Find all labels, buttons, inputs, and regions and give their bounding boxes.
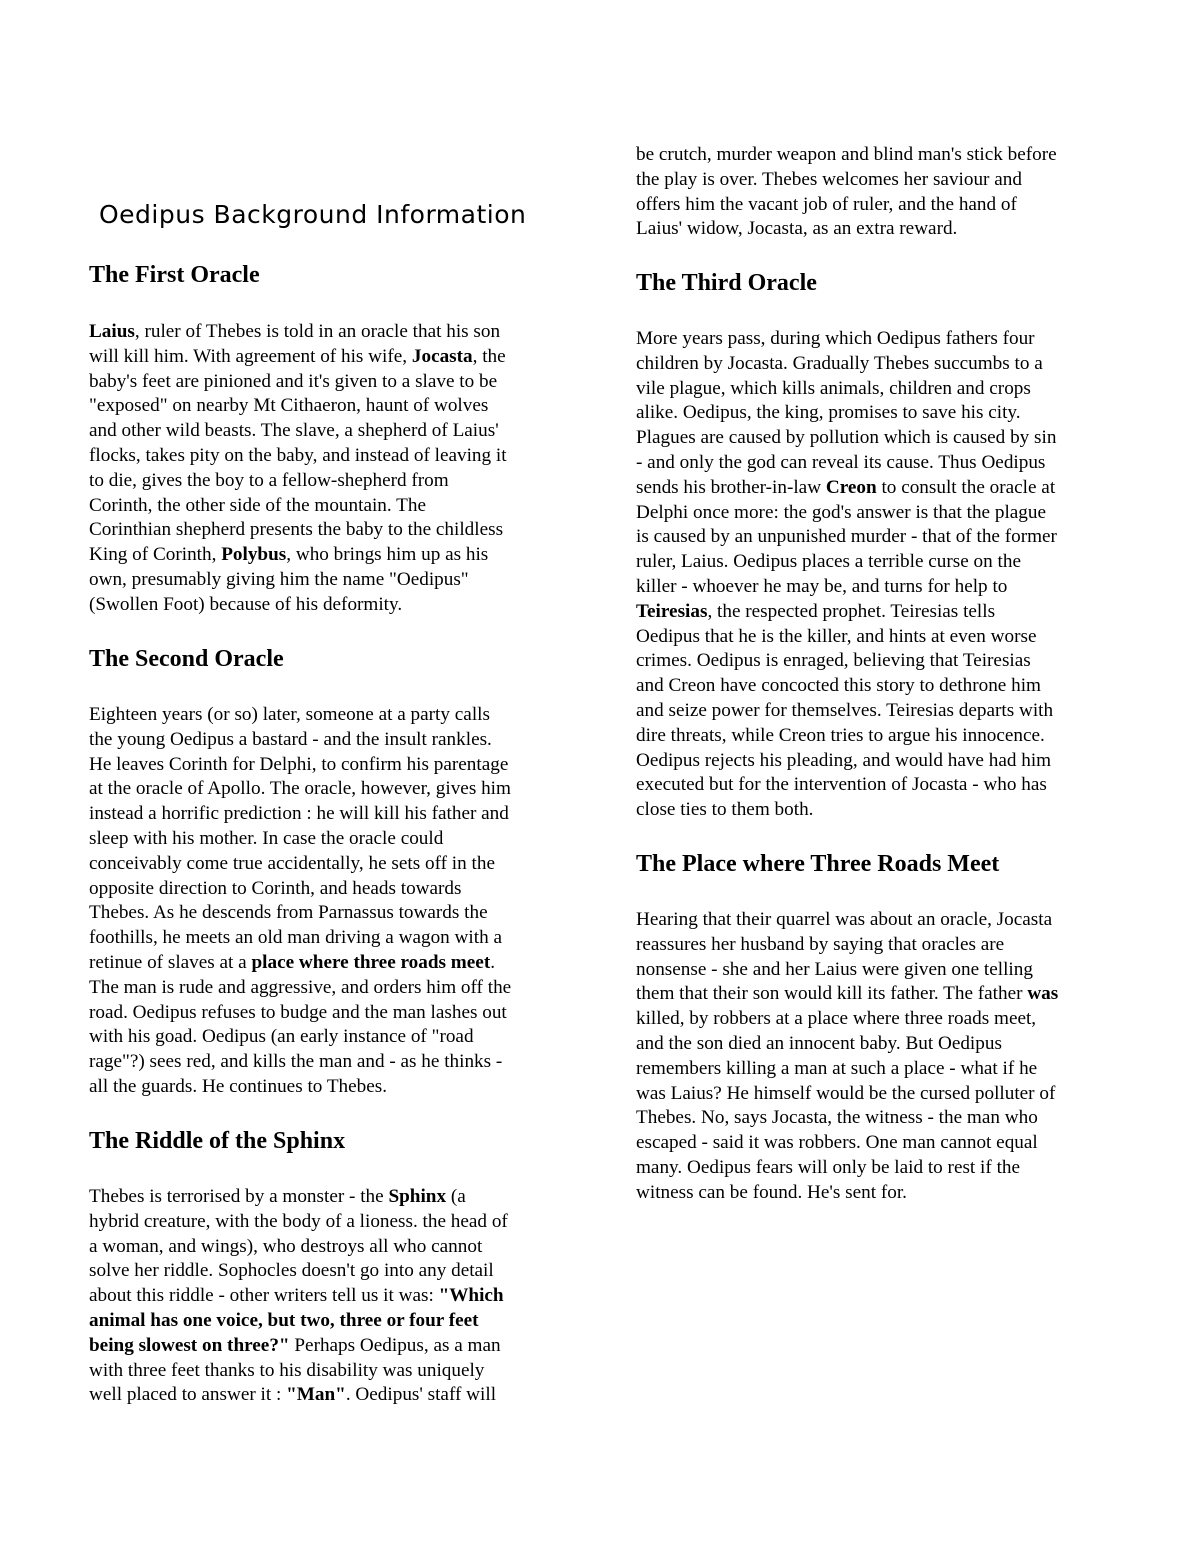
text-line [636,352,1114,377]
text-line [636,798,1114,823]
text-line [89,1025,567,1050]
bold-text: Polybus [221,544,287,566]
text-line [636,143,1114,168]
text-line [636,724,1114,749]
line-text: Eighteen years (or so) later, someone at a party calls [89,704,490,725]
line-text: rage"?) sees red, and kills the man and - as he thinks - [89,1051,503,1073]
text-line [89,827,567,852]
line-text: . Oedipus' staff will [345,1384,497,1406]
text-line [89,1284,567,1309]
text-line [89,1235,567,1260]
text-line [89,394,567,419]
text-line [89,703,567,728]
line-text: Oedipus rejects his pleading, and would have had him [636,749,1052,771]
line-text: nonsense - she and her Laius were given one telling [636,958,1033,980]
text-line [636,933,1114,958]
line-text: vile plague, which kills animals, children and crops [636,377,1031,399]
line-text: Hearing that their quarrel was about an oracle, Jocasta [636,909,1053,930]
text-line [89,976,567,1001]
line-text: them that their son would kill its father. The father [636,983,1028,1005]
text-line [89,1259,567,1284]
text-line [636,699,1114,724]
bold-text: "Man" [286,1384,346,1406]
line-text: with his goad. Oedipus (an early instance of "road [89,1026,474,1048]
line-text: alike. Oedipus, the king, promises to save his city. [636,402,1021,424]
text-line [89,1334,567,1359]
text-line [636,476,1114,501]
text-line [636,600,1114,625]
line-text: . [490,951,496,973]
line-text: crimes. Oedipus is enraged, believing that Teiresias [636,650,1031,672]
line-text: own, presumably giving him the name "Oedipus" [89,568,469,590]
text-line [89,593,567,618]
text-line [636,1007,1114,1032]
paragraph-first-oracle [89,320,567,618]
text-line [636,773,1114,798]
text-line [636,327,1114,352]
line-text: Thebes. As he descends from Parnassus towards the [89,902,488,924]
text-line [89,345,567,370]
text-line [89,1075,567,1100]
text-line [636,193,1114,218]
line-text: , who brings him up as his [286,544,489,566]
text-line [89,901,567,926]
line-text: and the son died an innocent baby. But Oedipus [636,1032,1002,1054]
text-line [89,568,567,593]
text-line [89,1210,567,1235]
text-line [636,501,1114,526]
bold-text: Laius [89,321,135,342]
paragraph-sphinx-continued [636,143,1114,242]
text-line [636,1082,1114,1107]
text-line [636,217,1114,242]
document-title: Oedipus Background Information [99,200,527,229]
bold-text: Sphinx [388,1186,447,1207]
text-line [89,877,567,902]
line-text: Thebes. No, says Jocasta, the witness - the man who [636,1107,1038,1129]
line-text: Corinth, the other side of the mountain. The [89,494,426,516]
text-line [636,958,1114,983]
bold-text: "Which [438,1285,504,1307]
line-text: at the oracle of Apollo. The oracle, however, gives him [89,778,511,800]
line-text: hybrid creature, with the body of a lioness. the head of [89,1210,508,1232]
line-text: He leaves Corinth for Delphi, to confirm his parentage [89,753,509,775]
text-line [636,749,1114,774]
line-text: about this riddle - other writers tell us it was: [89,1285,439,1307]
text-line [636,525,1114,550]
line-text: remembers killing a man at such a place - what if he [636,1057,1038,1079]
text-line [89,370,567,395]
line-text: (Swollen Foot) because of his deformity. [89,593,403,615]
line-text: killed, by robbers at a place where three roads meet, [636,1008,1037,1030]
text-line [89,802,567,827]
text-line [636,982,1114,1007]
line-text: , the [472,345,506,367]
line-text: Laius' widow, Jocasta, as an extra reward. [636,218,958,240]
line-text: conceivably come true accidentally, he sets off in the [89,852,495,874]
line-text: the play is over. Thebes welcomes her saviour and [636,168,1022,190]
paragraph-riddle-sphinx [89,1185,567,1408]
text-line [636,168,1114,193]
bold-text: Jocasta [411,345,473,367]
line-text: the young Oedipus a bastard - and the insult rankles. [89,728,492,750]
line-text: to die, gives the boy to a fellow-shepherd from [89,469,449,491]
bold-text: place where three roads meet [251,951,491,973]
text-line [636,377,1114,402]
text-line [89,494,567,519]
text-line [89,1359,567,1384]
text-line [89,777,567,802]
bold-text: animal has one voice, but two, three or four feet [89,1309,479,1331]
line-text: children by Jocasta. Gradually Thebes succumbs to a [636,352,1043,374]
line-text: to consult the oracle at [876,476,1056,498]
line-text: will kill him. With agreement of his wife, [89,345,412,367]
line-text: Perhaps Oedipus, as a man [289,1334,501,1356]
text-line [89,518,567,543]
text-line [89,951,567,976]
line-text: is caused by an unpunished murder - that of the former [636,526,1057,548]
text-line [636,401,1114,426]
text-line [636,649,1114,674]
heading-first-oracle: The First Oracle [89,262,260,288]
text-line [636,575,1114,600]
heading-second-oracle: The Second Oracle [89,646,284,672]
line-text: solve her riddle. Sophocles doesn't go into any detail [89,1260,494,1282]
heading-third-oracle: The Third Oracle [636,270,817,296]
line-text: well placed to answer it : [89,1384,287,1406]
text-line [636,1181,1114,1206]
line-text: "exposed" on nearby Mt Cithaeron, haunt of wolves [89,395,489,417]
line-text: dire threats, while Creon tries to argue his innocence. [636,724,1045,746]
paragraph-second-oracle [89,703,567,1100]
line-text: a woman, and wings), who destroys all who cannot [89,1235,483,1257]
line-text: , ruler of Thebes is told in an oracle that his son [134,321,501,342]
text-line [89,753,567,778]
text-line [89,1001,567,1026]
text-line [636,625,1114,650]
line-text: witness can be found. He's sent for. [636,1181,907,1203]
line-text: all the guards. He continues to Thebes. [89,1075,388,1097]
text-line [636,1156,1114,1181]
line-text: with three feet thanks to his disability was uniquely [89,1359,485,1381]
text-line [89,852,567,877]
text-line [636,451,1114,476]
line-text: sleep with his mother. In case the oracle could [89,827,444,849]
line-text: baby's feet are pinioned and it's given to a slave to be [89,370,498,392]
line-text: be crutch, murder weapon and blind man's stick before [636,144,1057,165]
text-line [89,1383,567,1408]
text-line [636,1106,1114,1131]
text-line [89,320,567,345]
line-text: sends his brother-in-law [636,476,826,498]
text-line [636,1131,1114,1156]
line-text: offers him the vacant job of ruler, and the hand of [636,193,1017,215]
line-text: Oedipus that he is the killer, and hints at even worse [636,625,1037,647]
line-text: Delphi once more: the god's answer is that the plague [636,501,1047,523]
heading-riddle-sphinx: The Riddle of the Sphinx [89,1128,346,1154]
text-line [636,1057,1114,1082]
text-line [89,728,567,753]
line-text: retinue of slaves at a [89,951,252,973]
text-line [636,908,1114,933]
line-text: close ties to them both. [636,799,814,821]
text-line [636,550,1114,575]
text-line [89,926,567,951]
line-text: , the respected prophet. Teiresias tells [707,600,996,622]
line-text: opposite direction to Corinth, and heads towards [89,877,462,899]
text-line [89,419,567,444]
line-text: and other wild beasts. The slave, a shepherd of Laius' [89,420,499,442]
line-text: ruler, Laius. Oedipus places a terrible curse on the [636,551,1021,573]
line-text: was Laius? He himself would be the cursed polluter of [636,1082,1056,1104]
line-text: reassures her husband by saying that oracles are [636,933,1005,955]
bold-text: was [1027,983,1059,1005]
line-text: executed but for the intervention of Jocasta - who has [636,774,1047,796]
paragraph-three-roads [636,908,1114,1206]
line-text: More years pass, during which Oedipus fathers four [636,328,1035,349]
heading-three-roads: The Place where Three Roads Meet [636,851,1000,877]
line-text: Thebes is terrorised by a monster - the [89,1186,389,1207]
text-line [89,469,567,494]
text-line [89,1185,567,1210]
bold-text: Teiresias [636,600,708,622]
paragraph-third-oracle [636,327,1114,823]
text-line [89,444,567,469]
text-line [636,674,1114,699]
bold-text: being slowest on three?" [89,1334,290,1356]
line-text: Plagues are caused by pollution which is caused by sin [636,427,1057,449]
line-text: killer - whoever he may be, and turns for help to [636,575,1008,597]
text-line [636,1032,1114,1057]
line-text: escaped - said it was robbers. One man cannot equal [636,1132,1038,1154]
line-text: Corinthian shepherd presents the baby to the childless [89,519,504,541]
text-line [636,426,1114,451]
text-line [89,543,567,568]
line-text: King of Corinth, [89,544,222,566]
text-line [89,1309,567,1334]
line-text: flocks, takes pity on the baby, and instead of leaving it [89,444,507,466]
line-text: instead a horrific prediction : he will kill his father and [89,803,509,825]
line-text: and Creon have concocted this story to dethrone him [636,675,1041,697]
text-line [89,1050,567,1075]
line-text: - and only the god can reveal its cause. Thus Oedipus [636,451,1046,473]
line-text: many. Oedipus fears will only be laid to rest if the [636,1156,1021,1178]
line-text: road. Oedipus refuses to budge and the man lashes out [89,1001,507,1023]
line-text: The man is rude and aggressive, and orders him off the [89,976,512,998]
line-text: and seize power for themselves. Teiresias departs with [636,699,1054,721]
line-text: (a [446,1186,466,1207]
bold-text: Creon [825,476,877,498]
line-text: foothills, he meets an old man driving a wagon with a [89,927,502,949]
